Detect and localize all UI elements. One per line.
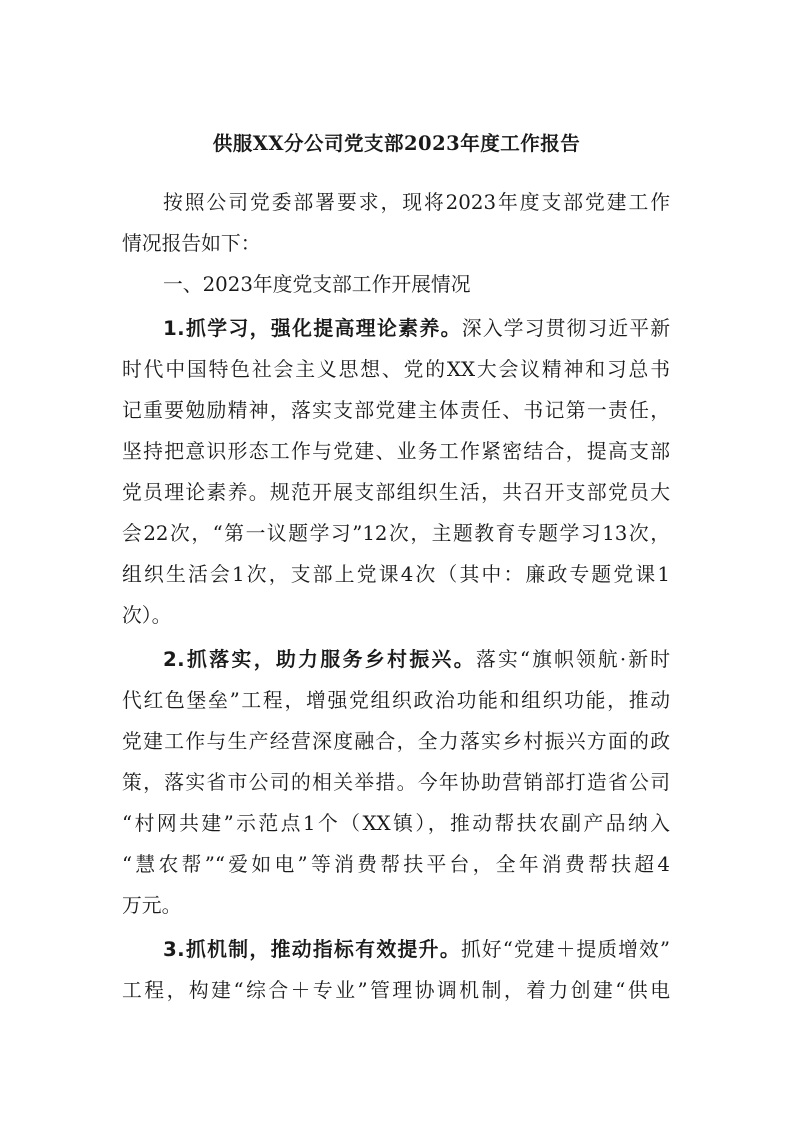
paragraph-line: 代红色堡垒”工程，增强党组织政治功能和组织功能，推动 <box>122 689 670 712</box>
paragraph-line: 坚持把意识形态工作与党建、业务工作紧密结合，提高支部 <box>122 440 670 463</box>
paragraph-line: 时代中国特色社会主义思想、党的XX大会议精神和习总书 <box>122 358 670 381</box>
paragraph-line: 会22次，“第一议题学习”12次，主题教育专题学习13次， <box>122 522 670 545</box>
item2-text: 落实“旗帜领航·新时 <box>476 648 671 671</box>
item2-first-line <box>163 645 670 675</box>
paragraph-line: 次）。 <box>122 604 172 627</box>
item1-text: 深入学习贯彻习近平新 <box>461 317 670 340</box>
item3-text: 抓好“党建＋提质增效” <box>460 938 670 961</box>
paragraph-line: “慧农帮”“爱如电”等消费帮扶平台，全年消费帮扶超4 <box>122 853 670 876</box>
item3-heading: 3.抓机制，推动指标有效提升。 <box>163 938 461 961</box>
paragraph-line: 党建工作与生产经营深度融合，全力落实乡村振兴方面的政 <box>122 730 670 753</box>
item3-first-line <box>163 935 670 965</box>
intro-line: 情况报告如下： <box>122 232 261 255</box>
paragraph-line: 万元。 <box>122 894 182 917</box>
paragraph-line: 组织生活会1次，支部上党课4次（其中：廉政专题党课1 <box>122 563 670 586</box>
paragraph-line: 工程，构建“综合＋专业”管理协调机制，着力创建“供电 <box>122 979 670 1002</box>
intro-line: 按照公司党委部署要求，现将2023年度支部党建工作 <box>163 191 670 214</box>
paragraph-line: 策，落实省市公司的相关举措。今年协助营销部打造省公司 <box>122 771 670 794</box>
item2-heading: 2.抓落实，助力服务乡村振兴。 <box>163 648 477 671</box>
paragraph-line: 记重要勉励精神，落实支部党建主体责任、书记第一责任， <box>122 399 670 422</box>
section-heading: 一、2023年度党支部工作开展情况 <box>163 273 471 296</box>
item1-first-line <box>163 314 670 344</box>
item1-heading: 1.抓学习，强化提高理论素养。 <box>163 317 462 340</box>
paragraph-line: 党员理论素养。规范开展支部组织生活，共召开支部党员大 <box>122 481 670 504</box>
paragraph-line: “村网共建”示范点1个（XX镇），推动帮扶农副产品纳入 <box>122 812 670 835</box>
document-title: 供服XX分公司党支部2023年度工作报告 <box>212 132 581 155</box>
